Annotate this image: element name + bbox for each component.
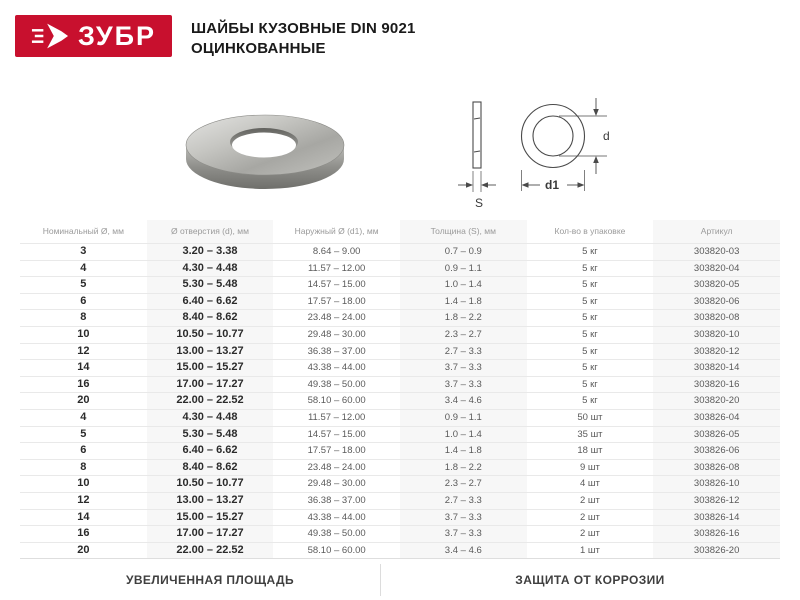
col-header-thickness: Толщина (S), мм	[400, 220, 527, 244]
col-header-hole-diameter: Ø отверстия (d), мм	[147, 220, 274, 244]
cell-thickness: 2.3 – 2.7	[400, 476, 527, 493]
col-header-sku: Артикул	[653, 220, 780, 244]
outer-diameter-dim-label: d1	[545, 178, 560, 192]
cell-outer-diameter: 36.38 – 37.00	[273, 343, 400, 360]
cell-pack-quantity: 50 шт	[527, 409, 654, 426]
feature-increased-area-label: УВЕЛИЧЕННАЯ ПЛОЩАДЬ	[125, 572, 295, 587]
cell-hole-diameter: 10.50 – 10.77	[147, 326, 274, 343]
title-line-1: ШАЙБЫ КУЗОВНЫЕ DIN 9021	[191, 20, 416, 37]
cell-sku: 303826-16	[653, 526, 780, 543]
footer-feature-left	[20, 559, 400, 600]
thickness-dim-label: S	[475, 196, 484, 210]
table-row	[20, 426, 780, 443]
cell-sku: 303826-12	[653, 492, 780, 509]
cell-nominal-diameter: 5	[20, 277, 147, 294]
cell-hole-diameter: 13.00 – 13.27	[147, 343, 274, 360]
cell-thickness: 2.7 – 3.3	[400, 492, 527, 509]
cell-pack-quantity: 5 кг	[527, 393, 654, 410]
cell-sku: 303820-20	[653, 393, 780, 410]
cell-pack-quantity: 5 кг	[527, 310, 654, 327]
cell-pack-quantity: 2 шт	[527, 526, 654, 543]
table-row	[20, 409, 780, 426]
cell-nominal-diameter: 10	[20, 326, 147, 343]
cell-sku: 303826-05	[653, 426, 780, 443]
cell-nominal-diameter: 6	[20, 443, 147, 460]
table-row	[20, 459, 780, 476]
table-row	[20, 476, 780, 493]
cell-outer-diameter: 58.10 – 60.00	[273, 393, 400, 410]
table-row	[20, 542, 780, 559]
cell-pack-quantity: 2 шт	[527, 509, 654, 526]
cell-nominal-diameter: 8	[20, 459, 147, 476]
cell-outer-diameter: 49.38 – 50.00	[273, 526, 400, 543]
cell-outer-diameter: 17.57 – 18.00	[273, 293, 400, 310]
cell-thickness: 2.3 – 2.7	[400, 326, 527, 343]
cell-nominal-diameter: 14	[20, 360, 147, 377]
zubr-arrow-icon	[31, 22, 69, 50]
cell-thickness: 1.0 – 1.4	[400, 277, 527, 294]
cell-pack-quantity: 5 кг	[527, 260, 654, 277]
cell-sku: 303820-12	[653, 343, 780, 360]
table-row	[20, 277, 780, 294]
cell-hole-diameter: 5.30 – 5.48	[147, 426, 274, 443]
cell-nominal-diameter: 14	[20, 509, 147, 526]
cell-outer-diameter: 14.57 – 15.00	[273, 426, 400, 443]
table-row	[20, 360, 780, 377]
cell-sku: 303826-08	[653, 459, 780, 476]
cell-outer-diameter: 23.48 – 24.00	[273, 459, 400, 476]
cell-sku: 303820-10	[653, 326, 780, 343]
cell-thickness: 1.8 – 2.2	[400, 459, 527, 476]
cell-outer-diameter: 14.57 – 15.00	[273, 277, 400, 294]
footer-divider	[380, 564, 381, 596]
table-row	[20, 310, 780, 327]
cell-pack-quantity: 5 кг	[527, 343, 654, 360]
cell-pack-quantity: 5 кг	[527, 244, 654, 261]
cell-sku: 303826-20	[653, 542, 780, 559]
cell-hole-diameter: 4.30 – 4.48	[147, 260, 274, 277]
cell-sku: 303820-05	[653, 277, 780, 294]
cell-nominal-diameter: 10	[20, 476, 147, 493]
cell-nominal-diameter: 20	[20, 393, 147, 410]
cell-hole-diameter: 3.20 – 3.38	[147, 244, 274, 261]
cell-outer-diameter: 8.64 – 9.00	[273, 244, 400, 261]
cell-nominal-diameter: 4	[20, 409, 147, 426]
footer	[20, 558, 780, 600]
cell-pack-quantity: 2 шт	[527, 492, 654, 509]
cell-pack-quantity: 4 шт	[527, 476, 654, 493]
title-line-2: ОЦИНКОВАННЫЕ	[191, 40, 326, 57]
cell-sku: 303820-03	[653, 244, 780, 261]
cell-thickness: 1.0 – 1.4	[400, 426, 527, 443]
cell-pack-quantity: 35 шт	[527, 426, 654, 443]
cell-sku: 303826-10	[653, 476, 780, 493]
cell-nominal-diameter: 12	[20, 343, 147, 360]
footer-feature-right	[400, 559, 780, 600]
spec-table-header	[20, 220, 780, 244]
cell-nominal-diameter: 20	[20, 542, 147, 559]
cell-nominal-diameter: 5	[20, 426, 147, 443]
table-row	[20, 526, 780, 543]
cell-outer-diameter: 17.57 – 18.00	[273, 443, 400, 460]
cell-sku: 303820-16	[653, 376, 780, 393]
cell-sku: 303826-06	[653, 443, 780, 460]
cell-hole-diameter: 15.00 – 15.27	[147, 360, 274, 377]
table-row	[20, 509, 780, 526]
cell-hole-diameter: 8.40 – 8.62	[147, 310, 274, 327]
cell-outer-diameter: 29.48 – 30.00	[273, 326, 400, 343]
cell-pack-quantity: 5 кг	[527, 360, 654, 377]
cell-nominal-diameter: 4	[20, 260, 147, 277]
cell-thickness: 1.4 – 1.8	[400, 293, 527, 310]
cell-outer-diameter: 58.10 – 60.00	[273, 542, 400, 559]
table-row	[20, 492, 780, 509]
cell-nominal-diameter: 6	[20, 293, 147, 310]
cell-thickness: 1.8 – 2.2	[400, 310, 527, 327]
table-row	[20, 326, 780, 343]
cell-nominal-diameter: 8	[20, 310, 147, 327]
cell-thickness: 1.4 – 1.8	[400, 443, 527, 460]
cell-outer-diameter: 29.48 – 30.00	[273, 476, 400, 493]
cell-outer-diameter: 43.38 – 44.00	[273, 360, 400, 377]
cell-hole-diameter: 13.00 – 13.27	[147, 492, 274, 509]
cell-hole-diameter: 4.30 – 4.48	[147, 409, 274, 426]
cell-nominal-diameter: 3	[20, 244, 147, 261]
cell-thickness: 3.4 – 4.6	[400, 542, 527, 559]
inner-diameter-dim-label: d	[603, 129, 610, 143]
page-title	[191, 19, 416, 59]
cell-hole-diameter: 5.30 – 5.48	[147, 277, 274, 294]
col-header-outer-diameter: Наружный Ø (d1), мм	[294, 226, 379, 236]
table-row	[20, 443, 780, 460]
cell-pack-quantity: 9 шт	[527, 459, 654, 476]
cell-pack-quantity: 5 кг	[527, 293, 654, 310]
cell-pack-quantity: 18 шт	[527, 443, 654, 460]
cell-sku: 303820-06	[653, 293, 780, 310]
cell-thickness: 3.7 – 3.3	[400, 526, 527, 543]
cell-hole-diameter: 8.40 – 8.62	[147, 459, 274, 476]
cell-hole-diameter: 22.00 – 22.52	[147, 542, 274, 559]
col-header-pack-quantity: Кол-во в упаковке	[554, 226, 626, 236]
table-row	[20, 293, 780, 310]
cell-nominal-diameter: 12	[20, 492, 147, 509]
cell-hole-diameter: 6.40 – 6.62	[147, 443, 274, 460]
cell-thickness: 3.7 – 3.3	[400, 360, 527, 377]
cell-hole-diameter: 15.00 – 15.27	[147, 509, 274, 526]
table-row	[20, 244, 780, 261]
cell-sku: 303820-14	[653, 360, 780, 377]
feature-corrosion-protection-label: ЗАЩИТА ОТ КОРРОЗИИ	[515, 572, 665, 587]
cell-thickness: 3.7 – 3.3	[400, 509, 527, 526]
cell-thickness: 0.7 – 0.9	[400, 244, 527, 261]
cell-outer-diameter: 11.57 – 12.00	[273, 409, 400, 426]
cell-pack-quantity: 5 кг	[527, 326, 654, 343]
cell-outer-diameter: 11.57 – 12.00	[273, 260, 400, 277]
cell-nominal-diameter: 16	[20, 526, 147, 543]
table-row	[20, 376, 780, 393]
cell-sku: 303820-04	[653, 260, 780, 277]
cell-thickness: 3.7 – 3.3	[400, 376, 527, 393]
washer-dimension-diagram	[455, 88, 660, 213]
cell-pack-quantity: 5 кг	[527, 376, 654, 393]
cell-outer-diameter: 43.38 – 44.00	[273, 509, 400, 526]
cell-outer-diameter: 36.38 – 37.00	[273, 492, 400, 509]
table-row	[20, 393, 780, 410]
spec-table	[20, 220, 780, 559]
cell-hole-diameter: 17.00 – 17.27	[147, 526, 274, 543]
cell-sku: 303826-04	[653, 409, 780, 426]
table-row	[20, 343, 780, 360]
cell-outer-diameter: 23.48 – 24.00	[273, 310, 400, 327]
washer-product-image	[183, 106, 347, 198]
cell-hole-diameter: 10.50 – 10.77	[147, 476, 274, 493]
table-row	[20, 260, 780, 277]
cell-nominal-diameter: 16	[20, 376, 147, 393]
cell-hole-diameter: 6.40 – 6.62	[147, 293, 274, 310]
cell-hole-diameter: 17.00 – 17.27	[147, 376, 274, 393]
cell-outer-diameter: 49.38 – 50.00	[273, 376, 400, 393]
cell-sku: 303820-08	[653, 310, 780, 327]
cell-thickness: 0.9 – 1.1	[400, 260, 527, 277]
spec-table-body	[20, 244, 780, 559]
brand-logo	[15, 15, 172, 57]
col-header-nominal-diameter: Номинальный Ø, мм	[42, 226, 124, 236]
cell-thickness: 2.7 – 3.3	[400, 343, 527, 360]
cell-pack-quantity: 5 кг	[527, 277, 654, 294]
brand-name: ЗУБР	[77, 20, 157, 51]
cell-thickness: 3.4 – 4.6	[400, 393, 527, 410]
cell-hole-diameter: 22.00 – 22.52	[147, 393, 274, 410]
cell-pack-quantity: 1 шт	[527, 542, 654, 559]
cell-sku: 303826-14	[653, 509, 780, 526]
cell-thickness: 0.9 – 1.1	[400, 409, 527, 426]
